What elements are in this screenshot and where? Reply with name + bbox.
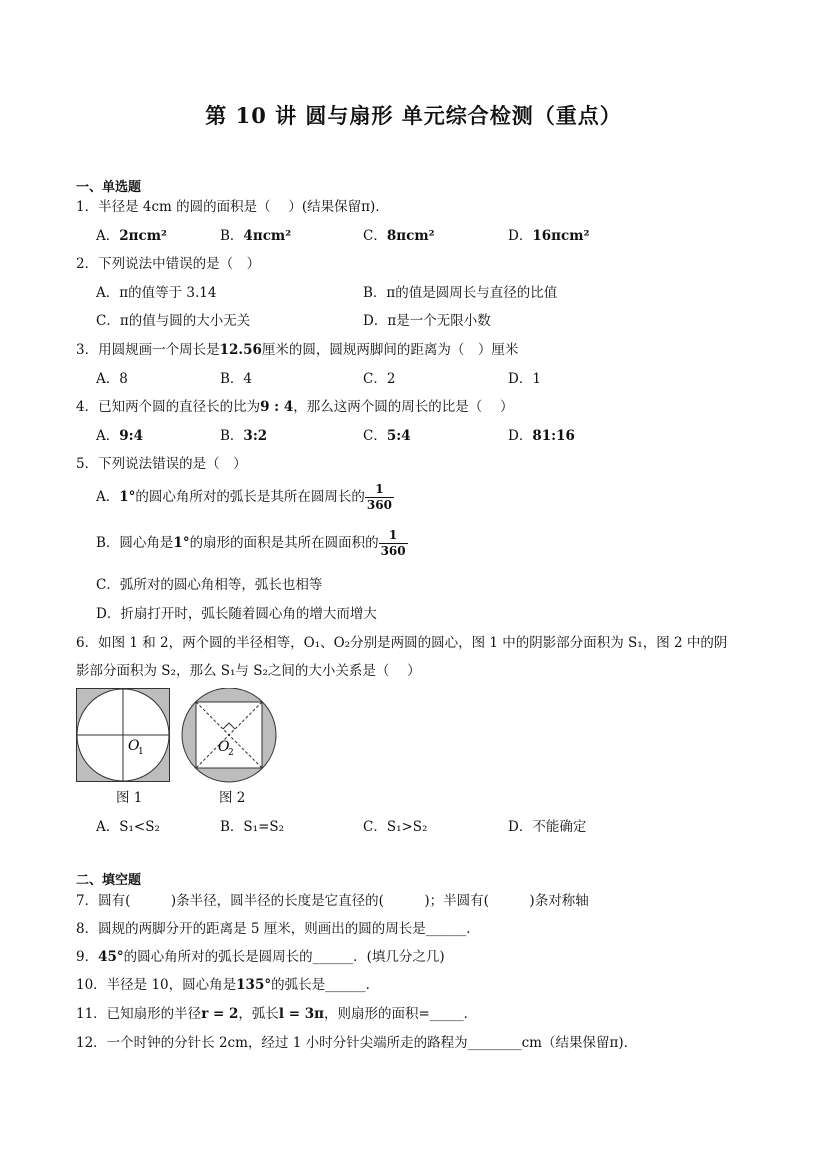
- q1-option-b[interactable]: B．4πcm²: [220, 228, 292, 244]
- question-9: 9．45°的圆心角所对的弧长是圆周长的______．(填几分之几): [76, 949, 445, 965]
- q1-option-c[interactable]: C．8πcm²: [363, 228, 435, 244]
- q6-option-a[interactable]: A．S₁<S₂: [96, 819, 160, 835]
- question-5-stem: 5．下列说法错误的是（ ）: [76, 456, 247, 472]
- question-4-stem: 4．已知两个圆的直径长的比为9 : 4，那么这两个圆的周长的比是（ ）: [76, 399, 514, 415]
- question-6-stem-line2: 影部分面积为 S₂，那么 S₁与 S₂之间的大小关系是（ ）: [76, 663, 421, 679]
- question-6-stem-line1: 6．如图 1 和 2，两个圆的半径相等，O₁、O₂分别是两圆的圆心，图 1 中的阴影部分面积为 S₁，图 2 中的阴: [76, 635, 728, 651]
- q3-option-a[interactable]: A．8: [96, 371, 128, 387]
- q4-option-d[interactable]: D．81:16: [508, 428, 575, 444]
- question-10: 10．半径是 10，圆心角是135°的弧长是______．: [76, 977, 380, 993]
- question-2-stem: 2．下列说法中错误的是（ ）: [76, 256, 261, 272]
- question-6-figures: [76, 688, 281, 784]
- fraction-1-360: $\frac{1}{360}$: [366, 482, 392, 512]
- fig2-center-label: O: [218, 739, 230, 755]
- figure-2: [182, 688, 276, 782]
- question-3-stem: 3．用圆规画一个周长是12.56厘米的圆，圆规两脚间的距离为（ ）厘米: [76, 342, 519, 358]
- q5-option-a[interactable]: A．1°的圆心角所对的弧长是其所在圆周长的 $\frac{1}{360}$: [96, 482, 392, 512]
- q1-option-a[interactable]: A．2πcm²: [96, 228, 167, 244]
- fig2-center-sub: 2: [228, 748, 234, 758]
- question-1-stem: 1．半径是 4cm 的圆的面积是（ ）(结果保留π)．: [76, 199, 389, 215]
- q3-option-d[interactable]: D．1: [508, 371, 541, 387]
- fig1-center-label: O: [128, 738, 140, 754]
- figure-2-caption: 图 2: [219, 790, 246, 806]
- q3-option-c[interactable]: C．2: [363, 371, 396, 387]
- q3-option-b[interactable]: B．4: [220, 371, 253, 387]
- q4-option-a[interactable]: A．9:4: [96, 428, 144, 444]
- q4-option-c[interactable]: C．5:4: [363, 428, 411, 444]
- question-8: 8．圆规的两脚分开的距离是 5 厘米，则画出的圆的周长是______．: [76, 921, 480, 937]
- figure-1: [77, 689, 170, 782]
- q2-option-a[interactable]: A．π的值等于 3.14: [96, 285, 217, 301]
- q5-option-b[interactable]: B．圆心角是1°的扇形的面积是其所在圆面积的 $\frac{1}{360}$: [96, 528, 406, 558]
- q4-option-b[interactable]: B．3:2: [220, 428, 268, 444]
- question-7: 7．圆有( )条半径，圆半径的长度是它直径的( )；半圆有( )条对称轴: [76, 893, 589, 909]
- fig1-center-sub: 1: [138, 747, 144, 757]
- q1-option-d[interactable]: D．16πcm²: [508, 228, 590, 244]
- q6-option-d[interactable]: D．不能确定: [508, 819, 587, 835]
- q2-option-c[interactable]: C．π的值与圆的大小无关: [96, 313, 251, 329]
- question-12: 12．一个时钟的分针长 2cm，经过 1 小时分针尖端所走的路程为________cm（结果保留π)．: [76, 1035, 638, 1051]
- q6-option-b[interactable]: B．S₁=S₂: [220, 819, 285, 835]
- q6-option-c[interactable]: C．S₁>S₂: [363, 819, 428, 835]
- q2-option-d[interactable]: D．π是一个无限小数: [363, 313, 491, 329]
- fraction-1-360: $\frac{1}{360}$: [380, 528, 406, 558]
- question-11: 11．已知扇形的半径r = 2，弧长l = 3π，则扇形的面积=_____．: [76, 1006, 478, 1022]
- q2-option-b[interactable]: B．π的值是圆周长与直径的比值: [363, 285, 558, 301]
- section-heading-fill-in: 二、填空题: [76, 873, 142, 888]
- page-title: 第 10 讲 圆与扇形 单元综合检测（重点）: [205, 103, 622, 128]
- section-heading-single-choice: 一、单选题: [76, 180, 142, 195]
- q5-option-d[interactable]: D．折扇打开时，弧长随着圆心角的增大而增大: [96, 606, 377, 622]
- q5-option-c[interactable]: C．弧所对的圆心角相等，弧长也相等: [96, 577, 323, 593]
- figure-1-caption: 图 1: [116, 790, 143, 806]
